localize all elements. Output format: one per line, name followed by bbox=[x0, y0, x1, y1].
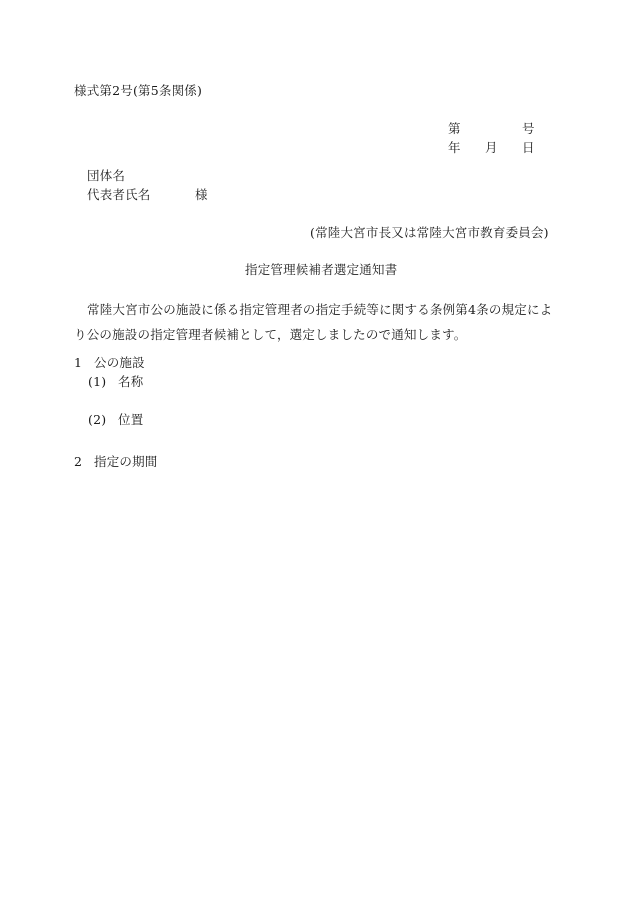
item1-label: 公の施設 bbox=[94, 355, 145, 370]
number-prefix: 第 bbox=[448, 121, 461, 136]
date-month: 月 bbox=[485, 140, 498, 155]
recipient-rep-label: 代表者氏名 bbox=[87, 187, 151, 202]
document-title: 指定管理候補者選定通知書 bbox=[245, 262, 398, 277]
date-day: 日 bbox=[522, 140, 535, 155]
date-year: 年 bbox=[448, 140, 461, 155]
form-label: 様式第2号(第5条関係) bbox=[74, 83, 203, 98]
item2-number: 2 bbox=[74, 454, 83, 469]
recipient-org-label: 団体名 bbox=[87, 168, 126, 183]
sender-line: (常陸大宮市長又は常陸大宮市教育委員会) bbox=[310, 225, 549, 240]
number-suffix: 号 bbox=[522, 121, 535, 136]
item2-label: 指定の期間 bbox=[94, 454, 158, 469]
item1-number: 1 bbox=[74, 355, 83, 370]
sub1-number: (1) bbox=[88, 374, 107, 389]
body-paragraph: 常陸大宮市公の施設に係る指定管理者の指定手続等に関する条例第4条の規定により公の施設の指定管理者候補として，選定しましたので通知します。 bbox=[74, 302, 553, 342]
sub2-number: (2) bbox=[88, 412, 107, 427]
sub1-label: 名称 bbox=[118, 374, 144, 389]
sub2-label: 位置 bbox=[118, 412, 144, 427]
recipient-honorific: 様 bbox=[195, 187, 208, 202]
